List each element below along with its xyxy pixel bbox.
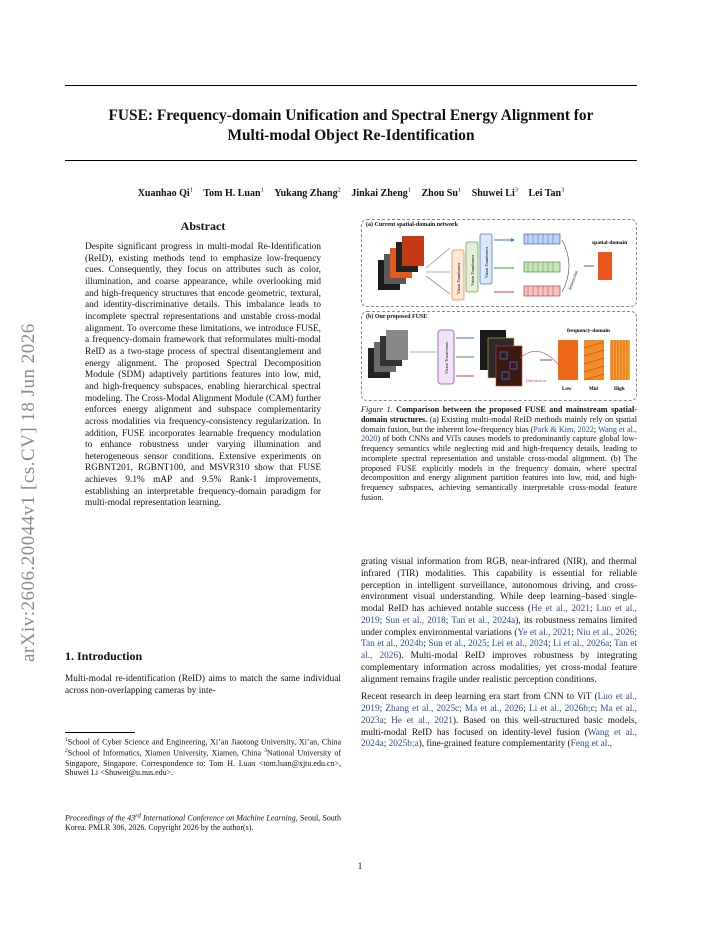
vt-label-3: Vision Transformer — [484, 246, 489, 278]
input-image-tir2 — [402, 236, 424, 266]
author: Jinkai Zheng$^1$ — [351, 187, 412, 200]
citation-link[interactable]: Luo et al., 2019 — [361, 692, 637, 714]
band-low-image — [558, 340, 578, 380]
abstract-heading: Abstract — [180, 219, 226, 233]
citation-link[interactable]: Sun et al., 2025 — [428, 639, 487, 650]
citation-link[interactable]: Luo et al., 2019 — [361, 604, 637, 626]
fuse-interaction-label: Interaction — [526, 378, 546, 383]
title-bottom-rule — [65, 160, 637, 161]
citation-link[interactable]: Feng et al., — [570, 739, 612, 750]
panel-b-diagram — [362, 312, 636, 400]
citation-link[interactable]: Ma et al., 2026 — [464, 704, 524, 714]
citation-link[interactable]: Li et al., 2026a — [552, 639, 610, 650]
affiliations-footnote: $^1$School of Cyber Science and Engineering, Xi’an Jiaotong University, Xi’an, China $^2$School of Informatics, Xiamen University, Xiamen, China $^3$National University of Singapore, Singapore. Correspondence to: Tom H. Luan <tom.luan@xjtu.edu.cn>, Shuwei Li <Shuwei@u.nus.edu>. — [65, 737, 342, 778]
band-high-image — [610, 340, 630, 380]
citation-link[interactable]: Zhang et al., 2025c — [385, 704, 460, 714]
panel-a-diagram — [362, 220, 636, 306]
author: Zhou Su$^1$ — [421, 187, 462, 200]
citation-link[interactable]: Tan et al., 2024a — [451, 615, 516, 626]
band-low-label: Low — [562, 387, 572, 392]
fuse-vt-label: Vision Transformer — [444, 341, 449, 374]
citation-link[interactable]: Tan et al., 2024b — [361, 639, 424, 650]
vt-label-2: Vision Transformer — [470, 254, 475, 286]
figure-panel-b — [361, 311, 637, 401]
intro-paragraph-1: grating visual information from RGB, near-infrared (NIR), and thermal infrared (TIR) modalities. This capability is essential for reliable perception in intelligent surveillance, autonomous driving, and cross-environment visual understanding. While deep learning–based single-modal ReID has achieved notable success (He et al., 2021; Luo et al., 2019; Sun et al., 2018; Tan et al., 2024a), its robustness remains limited under complex environmental variations (Ye et al., 2021; Niu et al., 2026; Tan et al., 2024b; Sun et al., 2025; Lei et al., 2024; Li et al., 2026a; Tan et al., 2026). Multi-modal ReID improves robustness by integrating complementary information across modalities, yet cross-modal feature alignment remains fragile under realistic perception conditions. — [361, 557, 637, 685]
band-mid-label: Mid — [589, 387, 598, 392]
figure-1-caption: Figure 1. Comparison between the proposed FUSE and mainstream spatial-domain structures. (a) Existing multi-modal ReID methods mainly rely on spatial domain fusion, but the inherent low-frequency bias (Park & Kim, 2022; Wang et al., 2020) of both CNNs and ViTs causes models to predominantly capture global low-frequency semantics while neglecting mid and high-frequency details, leading to incomplete spectral representation and unstable cross-modal alignment. (b) The proposed FUSE explicitly models in the frequency domain, where spectral decomposition and energy alignment partition features into low, mid, and high-frequency subspaces, achieving semantically interpretable cross-modal feature fusion. — [361, 405, 637, 502]
author: Tom H. Luan$^1$ — [203, 187, 264, 200]
frequency-domain-label: frequency-domain — [567, 328, 610, 334]
title-top-rule — [65, 85, 637, 86]
figure-1 — [361, 219, 637, 401]
citation-link[interactable]: Wang et al., 2020 — [361, 424, 637, 444]
intro-text-left: Multi-modal re-identification (ReID) aims to match the same individual across non-overlapping cameras by inte- — [65, 674, 341, 696]
spatial-output-image — [598, 252, 612, 280]
token-group-green — [524, 262, 560, 272]
citation-link[interactable]: 2025b;a — [388, 739, 419, 750]
band-high-label: High — [614, 387, 625, 392]
citation-link[interactable]: Li et al., 2026b;c — [528, 704, 595, 714]
author: Yukang Zhang$^2$ — [274, 187, 341, 200]
frequency-feature-maps — [480, 330, 522, 386]
paper-title: FUSE: Frequency-domain Unification and Spectral Energy Alignment for Multi-modal Object Re-Identification — [108, 107, 594, 144]
panel-a-label: (a) Current spatial-domain network — [366, 222, 459, 228]
proceedings-note: Proceedings of the 43rd International Conference on Machine Learning, Seoul, South Korea. PMLR 306, 2026. Copyright 2026 by the author(s). — [65, 812, 341, 833]
token-group-blue — [524, 234, 560, 244]
citation-link[interactable]: Ma et al., 2023a — [361, 704, 637, 726]
citation-link[interactable]: He et al., 2021 — [531, 604, 590, 614]
vt-label-1: Vision Transformer — [456, 262, 461, 294]
arxiv-watermark: arXiv:2606.20044v1 [cs.CV] 18 Jun 2026 — [18, 323, 39, 662]
spatial-domain-label: spatial-domain — [592, 240, 628, 246]
citation-link[interactable]: Wang et al., 2024a — [361, 727, 637, 750]
panel-b-label: (b) Our proposed FUSE — [366, 314, 428, 320]
author: Lei Tan$^3$ — [528, 187, 565, 200]
abstract-body: Despite significant progress in multi-modal Re-Identification (ReID), existing methods tend to emphasize low-frequency cues. Consequently, they focus on attributes such as color, illumination, and coarse appearance, while overlooking mid and high-frequency structures that encode geometric, textural, and identity-discriminative details. This imbalance leads to incomplete spectral representations and unstable cross-modal alignment. To overcome these limitations, we introduce FUSE, a frequency-domain framework that reformulates multi-modal ReID as a two-stage process of spectral disentanglement and energy alignment. The proposed Spectral Decomposition Module (SDM) adaptively partitions features into low, mid, and high-frequency subspaces, enabling hierarchical spectral modeling. The Cross-Modal Alignment Module (CAM) further enforces energy alignment and subspace complementarity across modalities via frequency-consistency regularization. In addition, FUSE incorporates learnable frequency modulation to enhance robustness under varying illumination and heterogeneous sensor conditions. Extensive experiments on RGBNT201, RGBNT100, and MSVR310 show that FUSE achieves 9.1% mAP and 9.5% Rank-1 improvements, establishing an interpretable frequency-domain paradigm for multi-modal representation learning. — [85, 242, 321, 509]
author: Xuanhao Qi$^1$ — [137, 187, 193, 200]
interaction-label: Interaction — [567, 269, 579, 291]
author: Shuwei Li$^3$ — [471, 187, 519, 200]
section-heading-introduction: 1. Introduction — [65, 649, 143, 663]
citation-link[interactable]: Lei et al., 2024 — [491, 639, 548, 650]
intro-text-right — [361, 557, 637, 757]
abstract-section — [65, 219, 341, 510]
band-mid-image — [584, 340, 604, 380]
citation-link[interactable]: Park & Kim, 2022 — [533, 424, 594, 434]
citation-link[interactable]: Ye et al., 2021 — [517, 627, 572, 638]
footnote-rule — [65, 732, 135, 733]
author-list — [60, 187, 642, 199]
citation-link[interactable]: Tan et al., 2026 — [361, 639, 637, 661]
citation-link[interactable]: Niu et al., 2026 — [576, 627, 635, 638]
citation-link[interactable]: He et al., 2021 — [391, 715, 453, 726]
page-number: 1 — [357, 862, 363, 872]
fuse-input-gray2 — [386, 330, 408, 360]
token-group-red — [524, 286, 560, 296]
citation-link[interactable]: Sun et al., 2018 — [385, 615, 446, 626]
figure-panel-a — [361, 219, 637, 307]
intro-paragraph-2: Recent research in deep learning era start from CNN to ViT (Luo et al., 2019; Zhang et al., 2025c; Ma et al., 2026; Li et al., 2026b;c; Ma et al., 2023a; He et al., 2021). Based on this well-structured basic models, multi-modal ReID has focused on identity-level fusion (Wang et al., 2024a; 2025b;a), fine-grained feature complementarity (Feng et al., — [361, 692, 637, 750]
